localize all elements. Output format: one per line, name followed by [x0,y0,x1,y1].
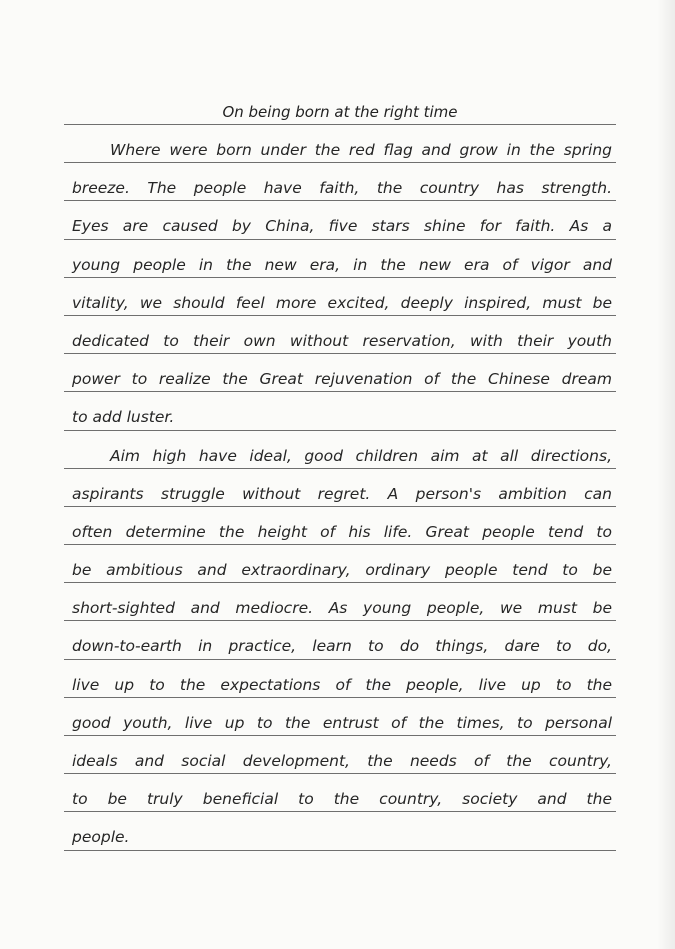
page-edge-shadow [657,0,675,949]
essay-line: be ambitious and extraordinary, ordinary people tend to be [64,545,616,583]
essay-line: dedicated to their own without reservation, with their youth [64,316,616,354]
essay-line: good youth, live up to the entrust of the times, to personal [64,698,616,736]
essay-line: young people in the new era, in the new era of vigor and [64,240,616,278]
essay-line: people. [64,812,616,850]
essay-line: often determine the height of his life. Great people tend to [64,507,616,545]
essay-line: vitality, we should feel more excited, deeply inspired, must be [64,278,616,316]
essay-line: Where were born under the red flag and grow in the spring [64,125,616,163]
essay-line: ideals and social development, the needs of the country, [64,736,616,774]
essay-line: short-sighted and mediocre. As young people, we must be [64,583,616,621]
essay-line: Eyes are caused by China, five stars shine for faith. As a [64,201,616,239]
essay-title: On being born at the right time [64,100,616,125]
essay-line: breeze. The people have faith, the country has strength. [64,163,616,201]
essay-line: aspirants struggle without regret. A person's ambition can [64,469,616,507]
essay-line: power to realize the Great rejuvenation of the Chinese dream [64,354,616,392]
essay-line: Aim high have ideal, good children aim at all directions, [64,431,616,469]
lined-writing-sheet [64,100,616,851]
essay-line: live up to the expectations of the people, live up to the [64,660,616,698]
essay-line: to add luster. [64,392,616,430]
essay-line: down-to-earth in practice, learn to do things, dare to do, [64,621,616,659]
essay-line: to be truly beneficial to the country, society and the [64,774,616,812]
